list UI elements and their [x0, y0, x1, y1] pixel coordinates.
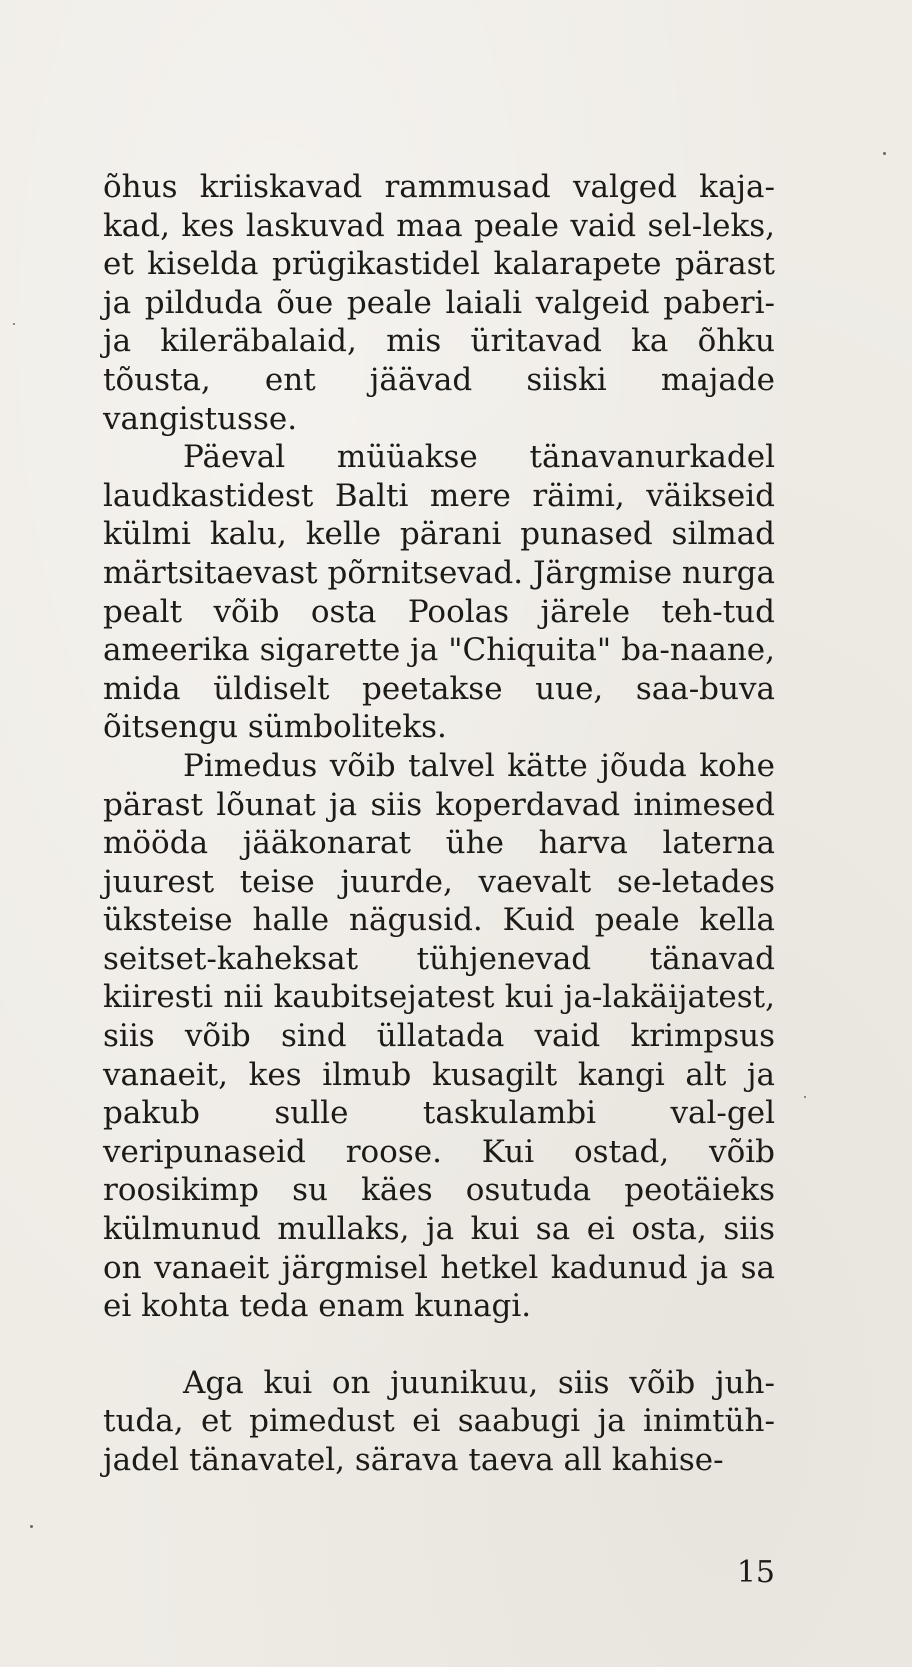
page-number: 15	[736, 1555, 775, 1590]
paragraph-1: õhus kriiskavad rammusad valged kaja-kad, kes laskuvad maa peale vaid sel-leks, et kiselda prügikastidel kalarapete pärast ja pilduda õue peale laiali valgeid paberi- ja kileräbalaid, mis üritavad ka õhku tõusta, ent jäävad siiski majade vangistusse.	[103, 169, 775, 437]
body-text	[103, 168, 775, 1480]
paragraph-2: Päeval müüakse tänavanurkadel laudkastidest Balti mere räimi, väikseid külmi kalu, kelle pärani punased silmad märtsitaevast põrnitsevad. Järgmise nurga pealt võib osta Poolas järele teh-tud ameerika sigarette ja "Chiquita" ba-naane, mida üldiselt peetakse uue, saa-buva õitsengu sümboliteks.	[103, 439, 776, 746]
paragraph-4: Aga kui on juunikuu, siis võib juh-tuda, et pimedust ei saabugi ja inimtüh-jadel tänavatel, särava taeva all kahise-	[103, 1364, 775, 1478]
paragraph-3: Pimedus võib talvel kätte jõuda kohe pärast lõunat ja siis koperdavad inimesed mööda jääkonarat ühe harva laterna juurest teise juurde, vaevalt se-letades üksteise halle nägusid. Kuid peale kella seitset-kaheksat tühjenevad tänavad kiiresti nii kaubitsejatest kui ja-lakäijatest, siis võib sind üllatada vaid krimpsus vanaeit, kes ilmub kusagilt kangi alt ja pakub sulle taskulambi val-gel veripunaseid roose. Kui ostad, võib roosikimp su käes osutuda peotäieks külmunud mullaks, ja kui sa ei osta, siis on vanaeit järgmisel hetkel kadunud ja sa ei kohta teda enam kunagi.	[103, 747, 775, 1325]
paper-speck	[804, 1096, 806, 1098]
paper-speck	[883, 152, 886, 155]
paper-speck	[13, 323, 15, 325]
paper-speck	[30, 1525, 33, 1528]
